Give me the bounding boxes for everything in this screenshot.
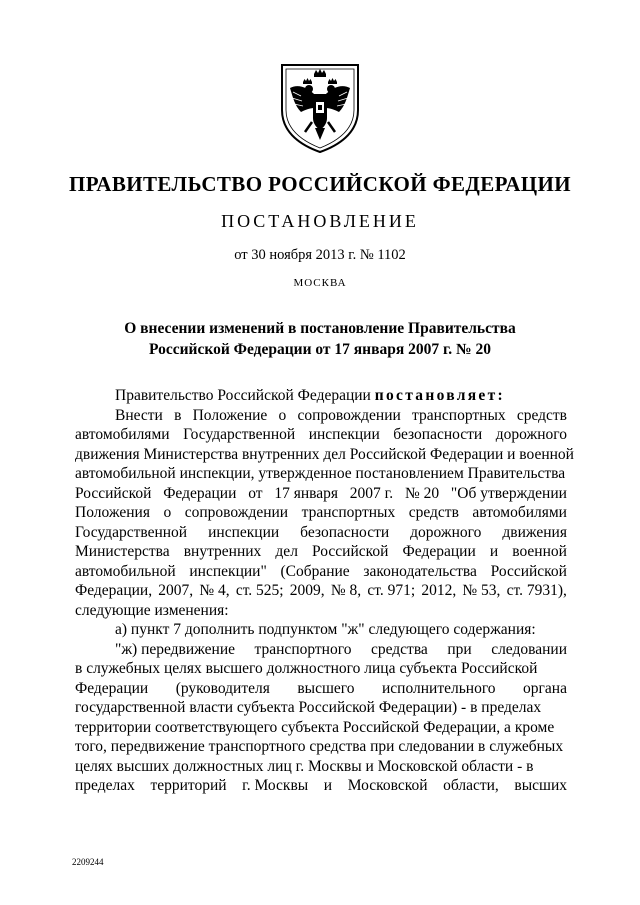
- word: транспортного: [254, 640, 352, 658]
- word: территорий: [150, 777, 227, 794]
- word: движения Министерства внутренних дел Российской Федерации и военной: [75, 445, 574, 463]
- word: 2007,: [158, 582, 194, 599]
- word: о: [163, 504, 172, 521]
- city-name: МОСКВА: [293, 277, 347, 289]
- paragraph-line: [75, 757, 567, 777]
- word: ст. 525;: [235, 582, 284, 599]
- word: законодательства: [363, 562, 477, 580]
- word: сопровождении: [184, 504, 289, 521]
- paragraph-line: [75, 698, 567, 718]
- word: территории соответствующего субъекта Российской Федерации, а кроме: [75, 718, 555, 736]
- word: Федерации,: [75, 582, 153, 599]
- word: автомобильной инспекции, утвержденное постановлением Правительства: [75, 465, 566, 482]
- paragraph-line: [75, 581, 567, 601]
- paragraph-line: следующие изменения:: [75, 601, 229, 619]
- word: Министерства: [75, 543, 170, 560]
- document-code: 2209244: [72, 857, 104, 867]
- word: № 53,: [462, 582, 501, 599]
- paragraph-2: [75, 640, 567, 796]
- word: высшего: [297, 679, 355, 697]
- word: (Собрание: [280, 562, 350, 580]
- word: ст. 7931),: [506, 582, 567, 599]
- word: дорожного: [495, 426, 567, 443]
- word: Российской: [312, 543, 389, 560]
- word: Государственной: [75, 523, 188, 541]
- word: Федерации: [75, 679, 149, 697]
- word: 2007 г.: [349, 484, 394, 502]
- word: дорожного: [410, 523, 482, 541]
- word: военной: [512, 543, 567, 560]
- word: 2012,: [421, 582, 457, 599]
- word: Положения: [75, 504, 150, 521]
- paragraph-line: [75, 640, 567, 660]
- paragraph-line: [75, 503, 567, 523]
- word: средств: [408, 504, 459, 521]
- word: № 20: [404, 484, 440, 502]
- item-a-line: а) пункт 7 дополнить подпунктом "ж" следующего содержания:: [115, 621, 536, 638]
- word: 17 января: [274, 484, 338, 502]
- word: в: [174, 406, 182, 424]
- word: Внести: [115, 406, 163, 424]
- word: автомобильной: [75, 562, 176, 580]
- word: 2009,: [289, 582, 325, 599]
- word: автомобилями: [75, 426, 170, 443]
- word: от: [248, 484, 263, 502]
- document-subject: [0, 318, 640, 360]
- word: транспортных: [301, 504, 396, 521]
- word: при: [447, 640, 472, 658]
- word: о: [278, 406, 287, 424]
- word: средства: [370, 640, 428, 658]
- word: "Об утверждении: [450, 484, 567, 502]
- paragraph-line: [75, 679, 567, 699]
- word: области,: [443, 777, 499, 794]
- word: следовании: [491, 640, 567, 658]
- word: Государственной: [183, 426, 296, 443]
- paragraph-line: [75, 445, 574, 465]
- word: № 4,: [199, 582, 230, 599]
- word: инспекции: [208, 523, 280, 541]
- word: пределах: [75, 777, 135, 794]
- word: сопровождении: [297, 406, 401, 424]
- word: высших: [514, 777, 567, 794]
- document-date-number: от 30 ноября 2013 г. № 1102: [234, 247, 406, 263]
- coat-of-arms-emblem: [279, 62, 361, 154]
- paragraph-line: [75, 484, 567, 504]
- word: движения: [502, 523, 567, 541]
- word: безопасности: [300, 523, 390, 541]
- word: транспортных: [412, 406, 506, 424]
- document-body: [75, 386, 574, 796]
- word: государственной власти субъекта Российской Федерации) - в пределах: [75, 699, 542, 716]
- word: г. Москвы: [242, 777, 309, 794]
- word: и: [489, 543, 499, 560]
- word: ст. 971;: [367, 582, 416, 599]
- paragraph-1: [75, 406, 574, 601]
- subject-line: О внесении изменений в постановление Правительства: [124, 320, 516, 337]
- subject-line: Российской Федерации от 17 января 2007 г. № 20: [149, 341, 491, 358]
- paragraph-line: [75, 523, 567, 543]
- word: средств: [516, 406, 567, 424]
- word: Российской: [490, 562, 567, 580]
- paragraph-line: [75, 718, 567, 738]
- paragraph-line: [75, 464, 567, 484]
- word: органа: [523, 679, 567, 697]
- paragraph-line: [75, 542, 567, 562]
- government-title: ПРАВИТЕЛЬСТВО РОССИЙСКОЙ ФЕДЕРАЦИИ: [69, 172, 571, 196]
- word: исполнительного: [381, 679, 496, 697]
- paragraph-line: [75, 425, 567, 445]
- paragraph-line: [75, 776, 567, 796]
- word: автомобилями: [472, 504, 567, 521]
- word: Положение: [192, 406, 268, 424]
- paragraph-line: [75, 406, 567, 426]
- word: внутренних: [183, 543, 262, 560]
- intro-verb: постановляет:: [374, 387, 505, 404]
- word: Федерации: [402, 543, 476, 560]
- word: Московской: [347, 777, 428, 794]
- word: инспекции: [308, 426, 380, 443]
- word: в служебных целях высшего должностного лица субъекта Российской: [75, 660, 538, 677]
- word: целях высших должностных лиц г. Москвы и Московской области - в: [75, 757, 534, 775]
- intro-prefix: Правительство Российской Федерации: [115, 387, 371, 404]
- word: того, передвижение транспортного средства при следовании в служебных: [75, 738, 564, 755]
- word: дел: [275, 543, 298, 560]
- intro-line: [75, 386, 567, 406]
- document-type: ПОСТАНОВЛЕНИЕ: [221, 211, 419, 231]
- word: № 8,: [330, 582, 362, 599]
- paragraph-line: [75, 659, 567, 679]
- word: Российской: [75, 484, 152, 502]
- paragraph-line: [75, 562, 567, 582]
- word: "ж) передвижение: [115, 640, 236, 658]
- word: (руководителя: [175, 679, 270, 697]
- word: безопасности: [393, 426, 483, 443]
- word: и: [323, 777, 333, 794]
- word: Федерации: [163, 484, 237, 502]
- word: инспекции": [189, 562, 267, 580]
- paragraph-line: [75, 737, 567, 757]
